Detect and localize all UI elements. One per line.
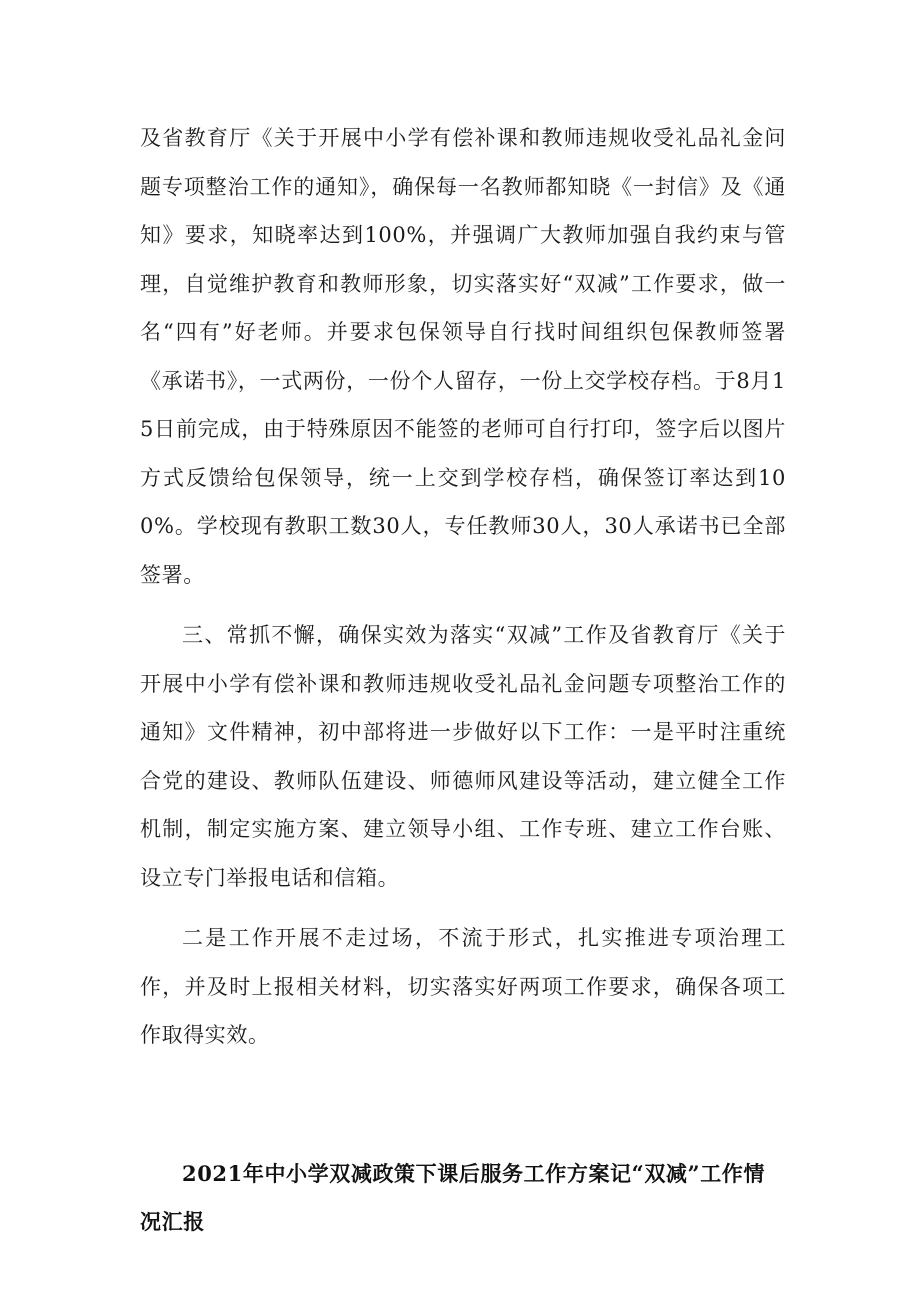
paragraph-continuation: 及省教育厅《关于开展中小学有偿补课和教师违规收受礼品礼金问题专项整治工作的通知》，确保每一名教师都知晓《一封信》及《通知》要求，知晓率达到100%，并强调广大教师加强自我约束与管理，自觉维护教育和教师形象，切实落实好“双减”工作要求，做一名“四有”好老师。并要求包保领导自行找时间组织包保教师签署《承诺书》，一式两份，一份个人留存，一份上交学校存档。于8月15日前完成，由于特殊原因不能签的老师可自行打印，签字后以图片方式反馈给包保领导，统一上交到学校存档，确保签订率达到100%。学校现有教职工数30人，专任教师30人，30人承诺书已全部签署。 (140, 126, 786, 587)
document-body (140, 114, 786, 1247)
paragraph-second-point: 二是工作开展不走过场，不流于形式，扎实推进专项治理工作，并及时上报相关材料，切实落实好两项工作要求，确保各项工作取得实效。 (140, 926, 786, 1047)
paragraph-section-three: 三、常抓不懈，确保实效为落实“双减”工作及省教育厅《关于开展中小学有偿补课和教师违规收受礼品礼金问题专项整治工作的通知》文件精神，初中部将进一步做好以下工作：一是平时注重统合党的建设、教师队伍建设、师德师风建设等活动，建立健全工作机制，制定实施方案、建立领导小组、工作专班、建立工作台账、设立专门举报电话和信箱。 (140, 623, 786, 890)
section-heading: 2021年中小学双减政策下课后服务工作方案记“双减”工作情况汇报 (140, 1160, 766, 1234)
